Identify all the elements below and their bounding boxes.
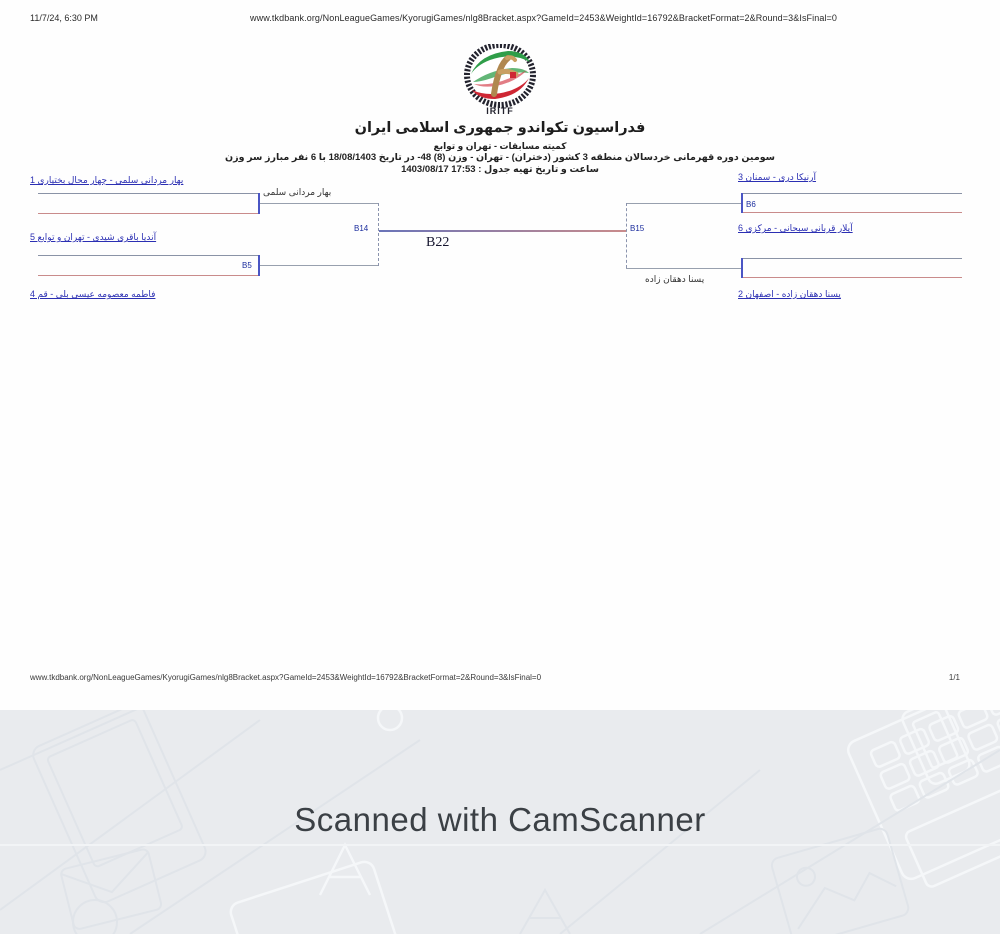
advancer-name-left: بهار مردانی سلمی (263, 187, 332, 197)
camscanner-band (0, 710, 1000, 934)
generated-line: ساعت و تاریخ تهیه جدول : 17:53 1403/08/17 (401, 164, 599, 175)
bracket-winnerline-left-top (260, 203, 378, 204)
print-page-number: 1/1 (948, 673, 960, 682)
match-label-b5: B5 (242, 261, 252, 270)
bracket-line-right-slot3 (743, 258, 962, 259)
match-label-b15: B15 (630, 224, 645, 233)
bracket-winnerline-right-top (626, 203, 741, 204)
bracket-line-right-slot1 (743, 193, 962, 194)
print-datetime: 11/7/24, 6:30 PM (30, 13, 98, 23)
print-url-top: www.tkdbank.org/NonLeagueGames/KyorugiGames/nlg8Bracket.aspx?GameId=2453&WeightId=16792&BracketFormat=2&Round=3&IsFinal=0 (250, 13, 838, 23)
bracket-winnerline-left-bottom (260, 265, 378, 266)
bracket-semi-dash-left (378, 203, 379, 266)
bracket-line-left-slot3 (38, 255, 258, 256)
bracket-connector-right-top (741, 193, 743, 213)
camscanner-watermark: Scanned with CamScanner (294, 801, 706, 838)
bracket-line-left-slot4-red (38, 275, 258, 276)
player-link-seed4[interactable]: فاطمه معصومه عیسی بلی - قم 4 (30, 289, 156, 299)
bracket-line-right-slot4-red (743, 277, 962, 278)
bracket-semi-dash-right (626, 203, 627, 268)
player-link-seed1[interactable]: بهار مردانی سلمی - چهار محال بختیاری 1 (30, 175, 184, 185)
event-line: سومین دوره قهرمانی خردسالان منطقه 3 کشور (دختران) - تهران - وزن (8) 48- در تاریخ 18/08/1403 با 6 نفر مبارز سر وزن (225, 152, 775, 163)
player-link-seed5[interactable]: آندیا باقری شیدی - تهران و توابع 5 (30, 232, 157, 242)
bracket-line-left-slot2-red (38, 213, 258, 214)
print-url-bottom: www.tkdbank.org/NonLeagueGames/KyorugiGames/nlg8Bracket.aspx?GameId=2453&WeightId=16792&BracketFormat=2&Round=3&IsFinal=0 (30, 673, 542, 682)
bracket-winnerline-right-bottom (626, 268, 741, 269)
match-label-b22: B22 (426, 235, 450, 250)
bracket-final-line (379, 230, 626, 232)
bracket-line-left-slot1 (38, 193, 258, 194)
bracket-line-right-slot2-red (743, 212, 962, 213)
player-link-seed3[interactable]: آرنیکا دری - سمنان 3 (738, 172, 817, 182)
player-link-seed6[interactable]: آیلار قربانی سبحانی - مرکزی 6 (738, 223, 853, 233)
committee-line: کمیته مسابقات - تهران و توابع (433, 141, 567, 151)
match-label-b14: B14 (354, 224, 369, 233)
iritf-logo-icon (450, 44, 550, 108)
player-link-seed2[interactable]: یسنا دهقان زاده - اصفهان 2 (738, 289, 841, 299)
advancer-name-right: یسنا دهقان زاده (645, 274, 705, 284)
federation-title: فدراسیون تکواندو جمهوری اسلامی ایران (354, 120, 646, 136)
match-label-b6: B6 (746, 200, 756, 209)
bracket-connector-right-bottom (741, 258, 743, 278)
iritf-logo-caption: IRITF (486, 106, 514, 116)
